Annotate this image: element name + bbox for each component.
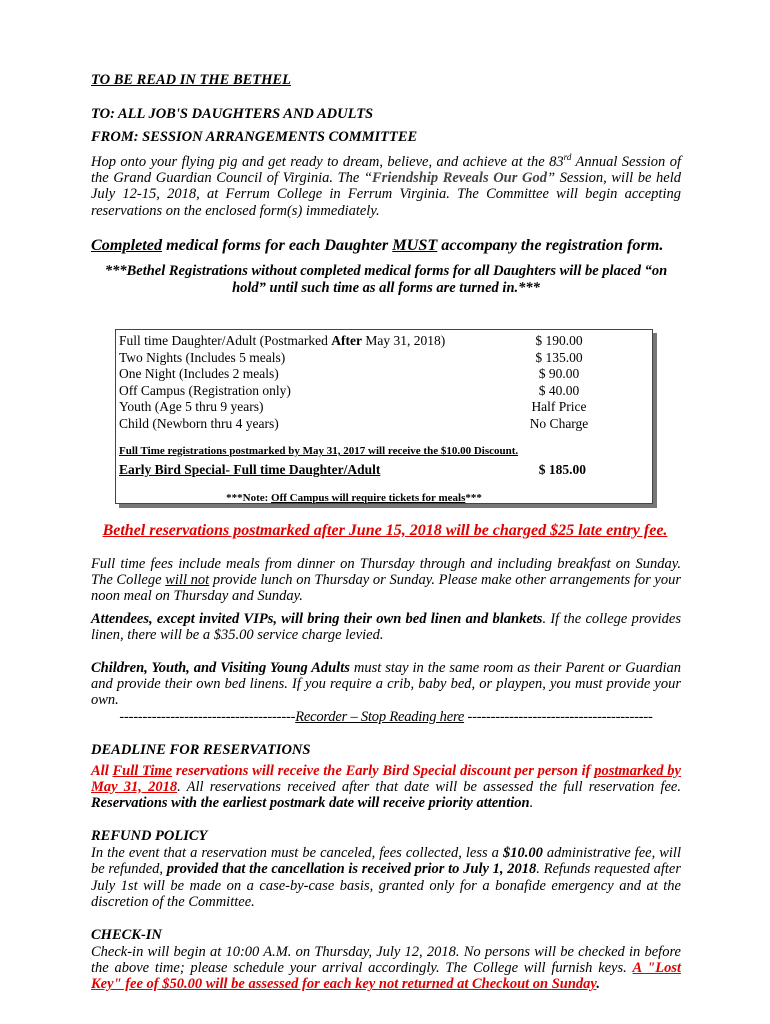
- medical-w3: MUST: [392, 235, 438, 254]
- refund-text-2: administrative fee, will be refunded,: [91, 845, 681, 878]
- fee-row-one-night: [119, 366, 649, 382]
- medical-w4: accompany the registration form.: [437, 235, 664, 254]
- late-fee-notice: Bethel reservations postmarked after June 15, 2018 will be charged $25 late entry fee.: [102, 522, 668, 539]
- session-theme: Friendship Reveals Our God: [372, 170, 547, 187]
- early-bird-amount: $ 185.00: [538, 462, 586, 477]
- fee-amount: $ 90.00: [538, 366, 580, 381]
- deadline-bold: Reservations with the earliest postmark date will receive priority attention: [91, 795, 530, 812]
- fee-amount: $ 190.00: [535, 333, 583, 348]
- checkin-end: .: [596, 976, 600, 993]
- refund-condition: provided that the cancellation is received prior to July 1, 2018: [166, 861, 537, 878]
- fee-row-off-campus: [119, 383, 649, 399]
- recorder-dashes-right: ----------------------------------------: [464, 708, 653, 725]
- discount-note: Full Time registrations postmarked by May 31, 2017 will receive the $10.00 Discount.: [119, 445, 519, 457]
- refund-fee: $10.00: [502, 845, 543, 862]
- fee-row-child: [119, 416, 649, 432]
- fee-label-pre: Full time Daughter/Adult (Postmarked: [119, 333, 332, 348]
- linen-text: . If the college provides linen, there will be a $35.00 service charge levied.: [91, 610, 681, 643]
- fee-label: Two Nights (Includes 5 meals): [119, 349, 286, 365]
- checkin-text: Check-in will begin at 10:00 A.M. on Thursday, July 12, 2018. No persons will be checked in before the above time; please schedule your arrival accordingly. The College will furnish keys.: [91, 944, 681, 977]
- intro-paragraph: [91, 154, 681, 219]
- deadline-end: .: [529, 795, 534, 812]
- early-bird-row: [119, 462, 586, 478]
- fee-label: Child (Newborn thru 4 years): [119, 415, 279, 431]
- refund-heading: REFUND POLICY: [91, 828, 208, 845]
- checkin-heading: CHECK-IN: [91, 927, 162, 944]
- deadline-red-2: reservations will receive the Early Bird Special discount per person if: [172, 762, 595, 779]
- refund-paragraph: [91, 845, 681, 910]
- medical-w2: medical forms for each Daughter: [162, 235, 393, 254]
- document-body: [91, 72, 681, 307]
- recorder-stop-line: [91, 709, 681, 725]
- meals-paragraph: [91, 556, 681, 605]
- refund-text-1: In the event that a reservation must be canceled, fees collected, less a: [91, 845, 503, 862]
- fee-label: [119, 333, 445, 349]
- read-in-bethel-heading: TO BE READ IN THE BETHEL: [91, 72, 291, 88]
- meals-will-not: will not: [165, 572, 210, 589]
- fee-amount: $ 135.00: [535, 349, 583, 365]
- fee-row-two-nights: [119, 350, 649, 366]
- children-paragraph: [91, 660, 681, 709]
- intro-text-2: Annual Session of the Grand Guardian Council of Virginia. The “: [91, 154, 681, 187]
- intro-text-3: ” Session, will be held July 12-15, 2018, at Ferrum College in Ferrum Virginia. The Committee will begin accepting reservations on the enclosed form(s) immediately.: [91, 170, 681, 219]
- on-hold-notice: ***Bethel Registrations without completed medical forms for all Daughters will be placed “on hold” until such time as all forms are turned in.***: [104, 262, 668, 296]
- fee-amount: $ 40.00: [538, 382, 580, 398]
- deadline-red-1: All: [91, 762, 113, 779]
- linen-bold: Attendees, except invited VIPs, will bring their own bed linen and blankets: [91, 610, 543, 627]
- fee-row-full-time: [119, 333, 649, 349]
- note-underlined: Off Campus will require tickets for meals: [271, 492, 466, 504]
- checkin-paragraph: [91, 944, 681, 993]
- meals-text-2: provide lunch on Thursday or Sunday. Please make other arrangements for your noon meal on Thursday and Sunday.: [91, 572, 682, 605]
- fee-label-bold: After: [331, 333, 362, 348]
- medical-forms-notice: [91, 235, 681, 255]
- note-post: ***: [465, 492, 482, 504]
- fee-row-youth: [119, 399, 649, 415]
- fee-amount: No Charge: [529, 415, 589, 431]
- deadline-heading: DEADLINE FOR RESERVATIONS: [91, 741, 311, 758]
- to-line: TO: ALL JOB'S DAUGHTERS AND ADULTS: [91, 106, 374, 122]
- deadline-date: postmarked by May 31, 2018: [91, 762, 681, 795]
- fee-label-post: May 31, 2018): [361, 333, 446, 348]
- from-line: FROM: SESSION ARRANGEMENTS COMMITTEE: [91, 129, 418, 145]
- meals-text-1: Full time fees include meals from dinner on Thursday through and including breakfast on Sunday. The College: [91, 556, 681, 589]
- recorder-text: Recorder – Stop Reading here: [295, 708, 465, 725]
- fee-label: Youth (Age 5 thru 9 years): [119, 399, 264, 414]
- early-bird-label: Early Bird Special- Full time Daughter/Adult: [119, 462, 381, 477]
- children-text: must stay in the same room as their Parent or Guardian and provide their own bed linens. If you require a crib, baby bed, or playpen, you must provide your own.: [91, 660, 681, 709]
- fee-label: One Night (Includes 2 meals): [119, 366, 279, 381]
- medical-w1: Completed: [91, 235, 163, 254]
- refund-text-3: . Refunds requested after July 1st will be made on a case-by-case basis, granted only for a bonafide emergency and at the discretion of the Committee.: [91, 861, 681, 910]
- fee-label: Off Campus (Registration only): [119, 382, 291, 398]
- deadline-text: . All reservations received after that date will be assessed the full reservation fee.: [177, 778, 681, 795]
- off-campus-meal-note: [116, 492, 652, 504]
- intro-sup: rd: [563, 152, 572, 163]
- linen-paragraph: [91, 611, 681, 643]
- note-pre: ***Note:: [226, 492, 272, 504]
- intro-text-1: Hop onto your flying pig and get ready to dream, believe, and achieve at the 83: [91, 154, 564, 170]
- document-body-lower: [91, 556, 681, 993]
- deadline-full-time: Full Time: [112, 762, 173, 779]
- fee-amount: Half Price: [531, 399, 587, 414]
- lost-key-notice: A "Lost Key" fee of $50.00 will be assessed for each key not returned at Checkout on Sunday: [91, 960, 681, 993]
- deadline-paragraph: [91, 763, 681, 812]
- recorder-dashes-left: --------------------------------------: [119, 708, 296, 725]
- children-bold: Children, Youth, and Visiting Young Adults: [91, 660, 350, 677]
- fee-table-box: [115, 329, 653, 504]
